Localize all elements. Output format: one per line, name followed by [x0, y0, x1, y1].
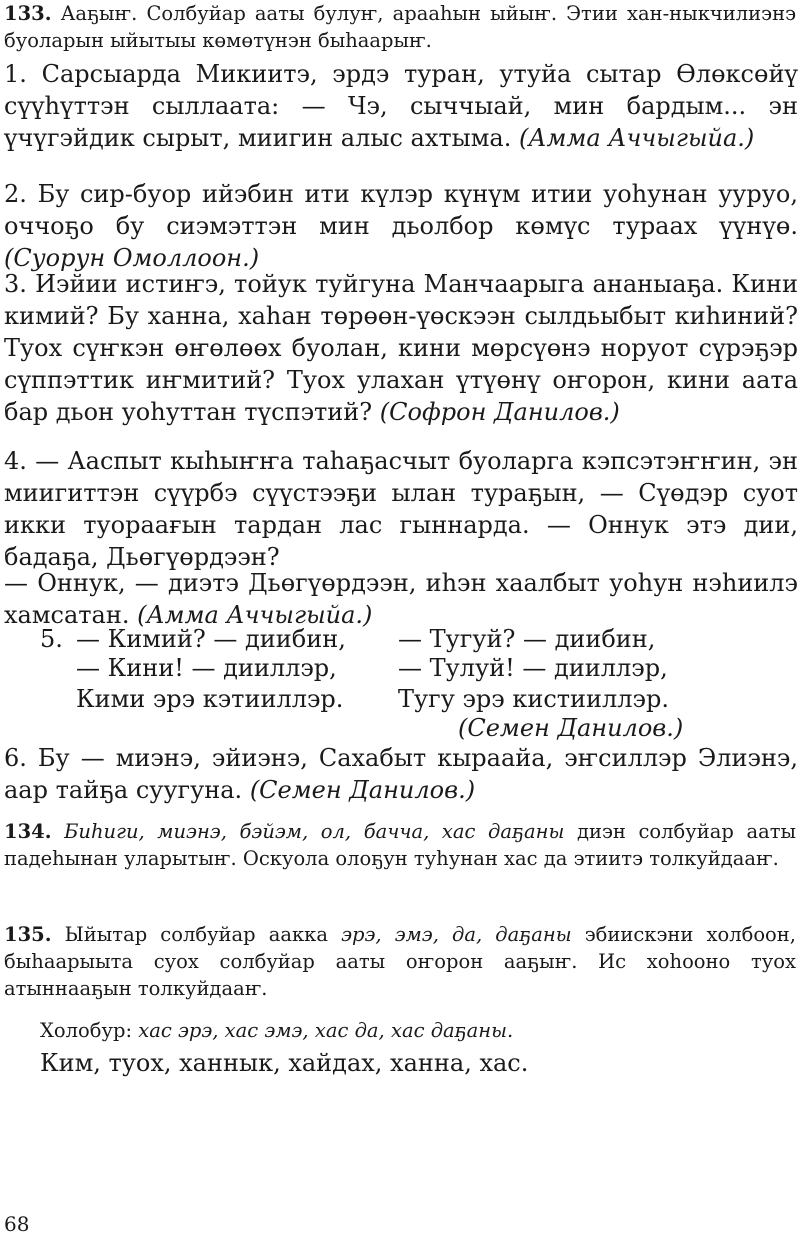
exercise-number: 134. — [4, 820, 52, 843]
exercise-words: Биһиги, миэнэ, бэйэм, ол, бачча, хас даҕаны — [64, 820, 565, 843]
example-label: Холобур: — [40, 1019, 133, 1042]
poem-left-line: — Кимий? — диибин, — [76, 625, 346, 653]
poem-left-line: — Кини! — дииллэр, — [76, 654, 337, 682]
poem-left-line: Кими эрэ кэтииллэр. — [76, 685, 344, 713]
exercise-task: диэн солбуйар ааты падеһынан уларытыҥ. Оскуола олоҕун туһунан хас да этиитэ толкуйдааҥ. — [4, 820, 797, 870]
example-words: хас эрэ, хас эмэ, хас да, хас даҕаны. — [138, 1019, 514, 1042]
example-line — [40, 1017, 780, 1044]
sentence-text: 4. — Ааспыт кыһыҥҥа таһаҕасчыт буоларга кэпсэтэҥҥин, эн миигиттэн сүүрбэ сүүстээҕи ылан тураҕын, — Сүөдэр суот икки туораағын тардан лас гыннарда. — Оннук этэ дии, бадаҕа, Дьөгүөрдээн? — [4, 447, 798, 571]
sentence-text: 6. Бу — миэнэ, эйиэнэ, Сахабыт кыраайа, эҥсиллэр Элиэнэ, аар тайҕа суугуна. — [4, 744, 798, 804]
exercise-task: Ыйытар солбуйар аакка — [64, 923, 328, 946]
exercise-number: 135. — [4, 923, 52, 946]
reply-text: — Оннук, — диэтэ Дьөгүөрдээн, иһэн хаалбыт уоһун нэһиилэ хамсатан. — [4, 569, 798, 629]
sentence-text: 1. Сарсыарда Микиитэ, эрдэ туран, утуйа сытар Өлөксөйү сүүһүттэн сыллаата: — [4, 60, 798, 120]
sentence-4 — [4, 445, 798, 573]
exercise-task: Ааҕыҥ. Солбуйар ааты булуҥ, арааһын ыйыҥ. Этии хан-ныкчилиэнэ буоларын ыйытыы көмөтүнэн быһаарыҥ. — [4, 2, 796, 52]
exercise-task: эбиискэни холбоон, быһаарыыта суох солбуйар ааты оҥорон ааҕыҥ. Ис хоһооно туох атыннааҕын толкуйдааҥ. — [4, 923, 796, 1000]
exercise-135 — [4, 921, 796, 1002]
sentence-2 — [4, 178, 798, 274]
source-citation: (Софрон Данилов.) — [379, 398, 620, 426]
sentence-6 — [4, 742, 798, 806]
direct-speech: — Чэ, сыччыай, мин бардым... эн үчүгэйдик сырыт, миигин алыс ахтыма. — [4, 92, 798, 152]
sentence-text: 2. Бу сир-буор ийэбин ити күлэр күнүм итии уоһунан ууруо, оччоҕо бу сиэмэттэн мин дьолбор көмүс тураах үүнүө. — [4, 180, 798, 240]
source-citation: (Амма Аччыгыйа.) — [519, 124, 755, 152]
poem-right-line: — Тугуй? — диибин, — [398, 625, 656, 653]
source-citation: (Амма Аччыгыйа.) — [137, 601, 373, 629]
exercise-133 — [4, 0, 796, 54]
source-citation: (Семен Данилов.) — [458, 714, 684, 742]
exercise-134 — [4, 818, 796, 872]
sentence-3 — [4, 268, 798, 428]
sentence-1 — [4, 58, 798, 154]
exercise-number: 133. — [4, 2, 52, 25]
source-citation: (Семен Данилов.) — [249, 776, 476, 804]
sentence-text: 3. Иэйии истиҥэ, тойук туйгуна Манчаарыга ананыаҕа. Кини кимий? Бу ханна, хаһан төрөөн-үөскээн сылдьыбыт киһиний? Туох сүҥкэн өҥөлөөх буолан, кини мөрсүөнэ норуот сүрэҕэр сүппэттик иҥмитий? Туох улахан үтүөнү оҥорон, кини аата бар дьон уоһуттан түспэтий? — [4, 270, 798, 426]
poem-right-line: Тугу эрэ кистииллэр. — [398, 685, 669, 713]
word-list: Ким, туох, ханнык, хайдах, ханна, хас. — [40, 1049, 529, 1077]
source-citation: (Суорун Омоллоон.) — [4, 244, 260, 272]
poem-right-line: — Тулуй! — дииллэр, — [398, 654, 668, 682]
sentence-4-reply — [4, 567, 798, 631]
page-number: 68 — [4, 1212, 30, 1236]
poem-number: 5. — [40, 625, 63, 653]
exercise-words: эрэ, эмэ, да, даҕаны — [341, 923, 572, 946]
